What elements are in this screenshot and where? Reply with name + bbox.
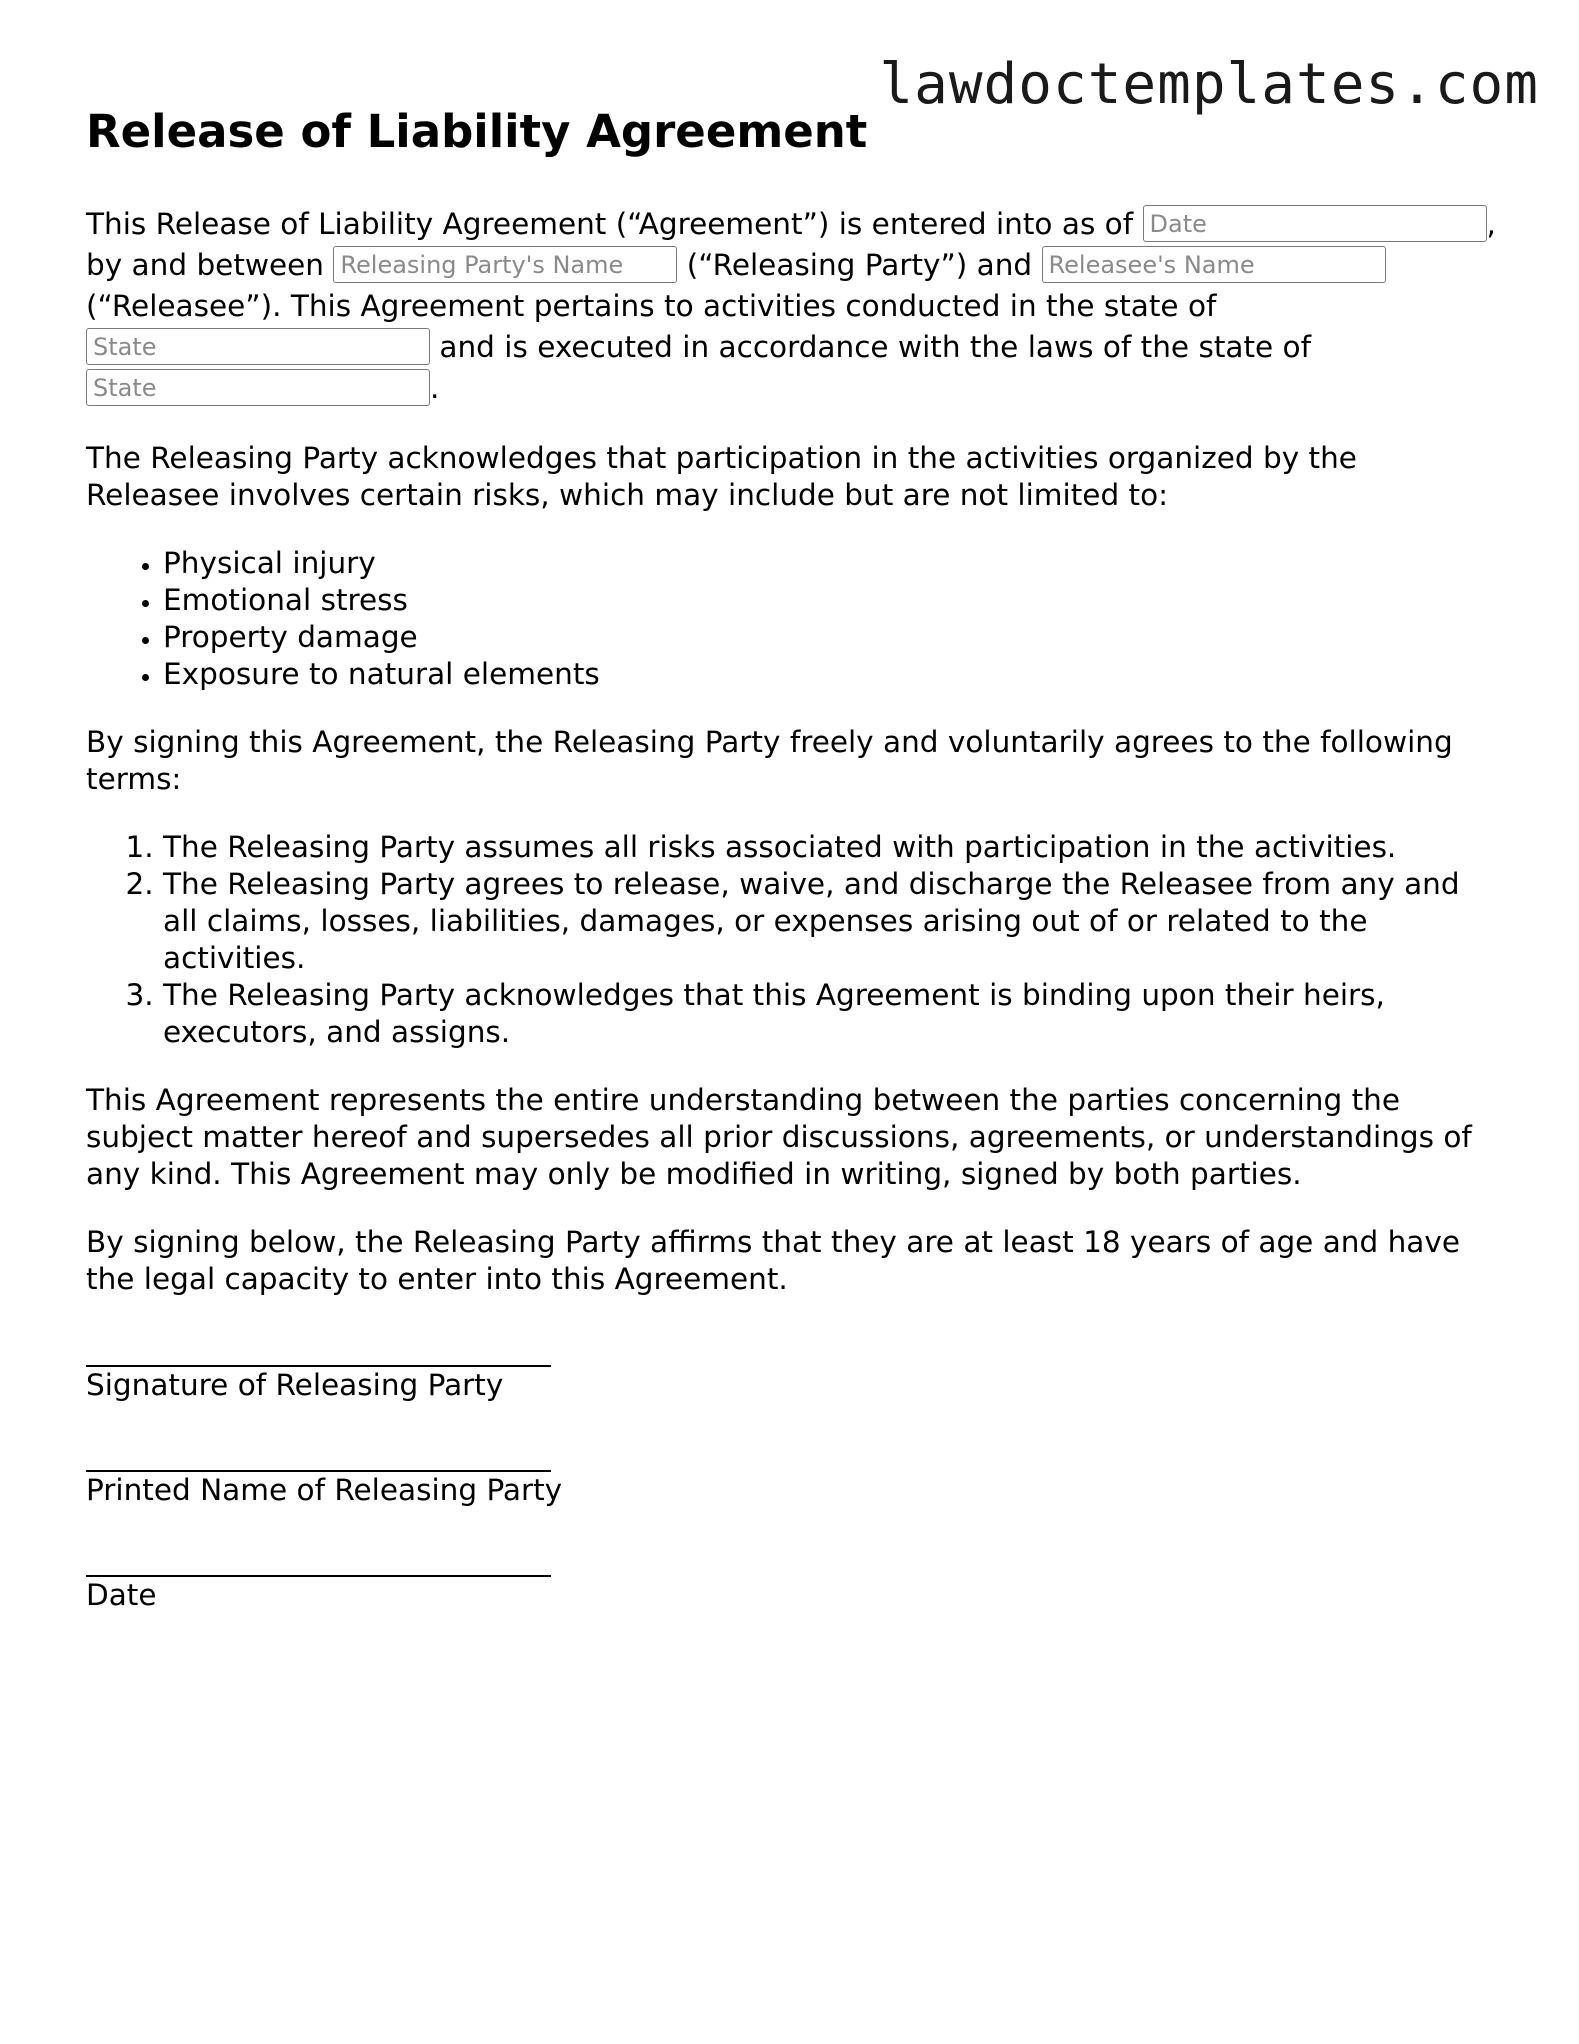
signature-block [86,1329,1496,1614]
term-item: 2. The Releasing Party agrees to release, waive, and discharge the Releasee from any and all claims, losses, liabilities, damages, or expenses arising out of or related to the activities. [163,866,1496,977]
signature-date-line[interactable] [86,1539,551,1577]
releasing-party-name-input[interactable] [333,246,677,283]
intro-paragraph [86,204,1496,409]
printed-name-line[interactable] [86,1434,551,1472]
risk-item: • Physical injury [163,545,1496,582]
intro-text-5: and is executed in accordance with the laws of the state of [430,330,1311,364]
intro-text-4: (“Releasee”). This Agreement pertains to activities conducted in the state of [86,289,1217,323]
intro-text-2: , by and between [86,207,1496,282]
risk-item: • Exposure to natural elements [163,656,1496,693]
term-item: 3. The Releasing Party acknowledges that this Agreement is binding upon their heirs, executors, and assigns. [163,977,1496,1051]
intro-text-6: . [430,371,440,405]
governing-law-state-input[interactable] [86,369,430,406]
risk-item: • Emotional stress [163,582,1496,619]
risks-intro-paragraph: The Releasing Party acknowledges that participation in the activities organized by the Releasee involves certain risks, which may include but are not limited to: [86,441,1357,512]
printed-name-label: Printed Name of Releasing Party [86,1473,563,1507]
entire-agreement-paragraph: This Agreement represents the entire understanding between the parties concerning the subject matter hereof and supersedes all prior discussions, agreements, or understandings of any kind. This Agreement may only be modified in writing, signed by both parties. [86,1083,1472,1191]
signature-line[interactable] [86,1329,551,1367]
risk-item: • Property damage [163,619,1496,656]
releasee-name-input[interactable] [1042,246,1386,283]
document-title: Release of Liability Agreement [86,105,868,158]
date-input[interactable] [1143,205,1487,242]
activity-state-input[interactable] [86,328,430,365]
risks-list [86,545,1496,693]
signature-date-label: Date [86,1578,157,1612]
term-item: 1. The Releasing Party assumes all risks associated with participation in the activities. [163,829,1496,866]
intro-text-3: (“Releasing Party”) and [677,248,1033,282]
terms-list [86,829,1496,1051]
document-page [86,104,1496,1644]
affirmation-paragraph: By signing below, the Releasing Party affirms that they are at least 18 years of age and have the legal capacity to enter into this Agreement. [86,1225,1460,1296]
site-watermark: lawdoctemplates.com [879,52,1539,117]
intro-text-1: This Release of Liability Agreement (“Agreement”) is entered into as of [86,207,1134,241]
signature-label: Signature of Releasing Party [86,1368,504,1402]
terms-intro-paragraph: By signing this Agreement, the Releasing Party freely and voluntarily agrees to the following terms: [86,725,1453,796]
